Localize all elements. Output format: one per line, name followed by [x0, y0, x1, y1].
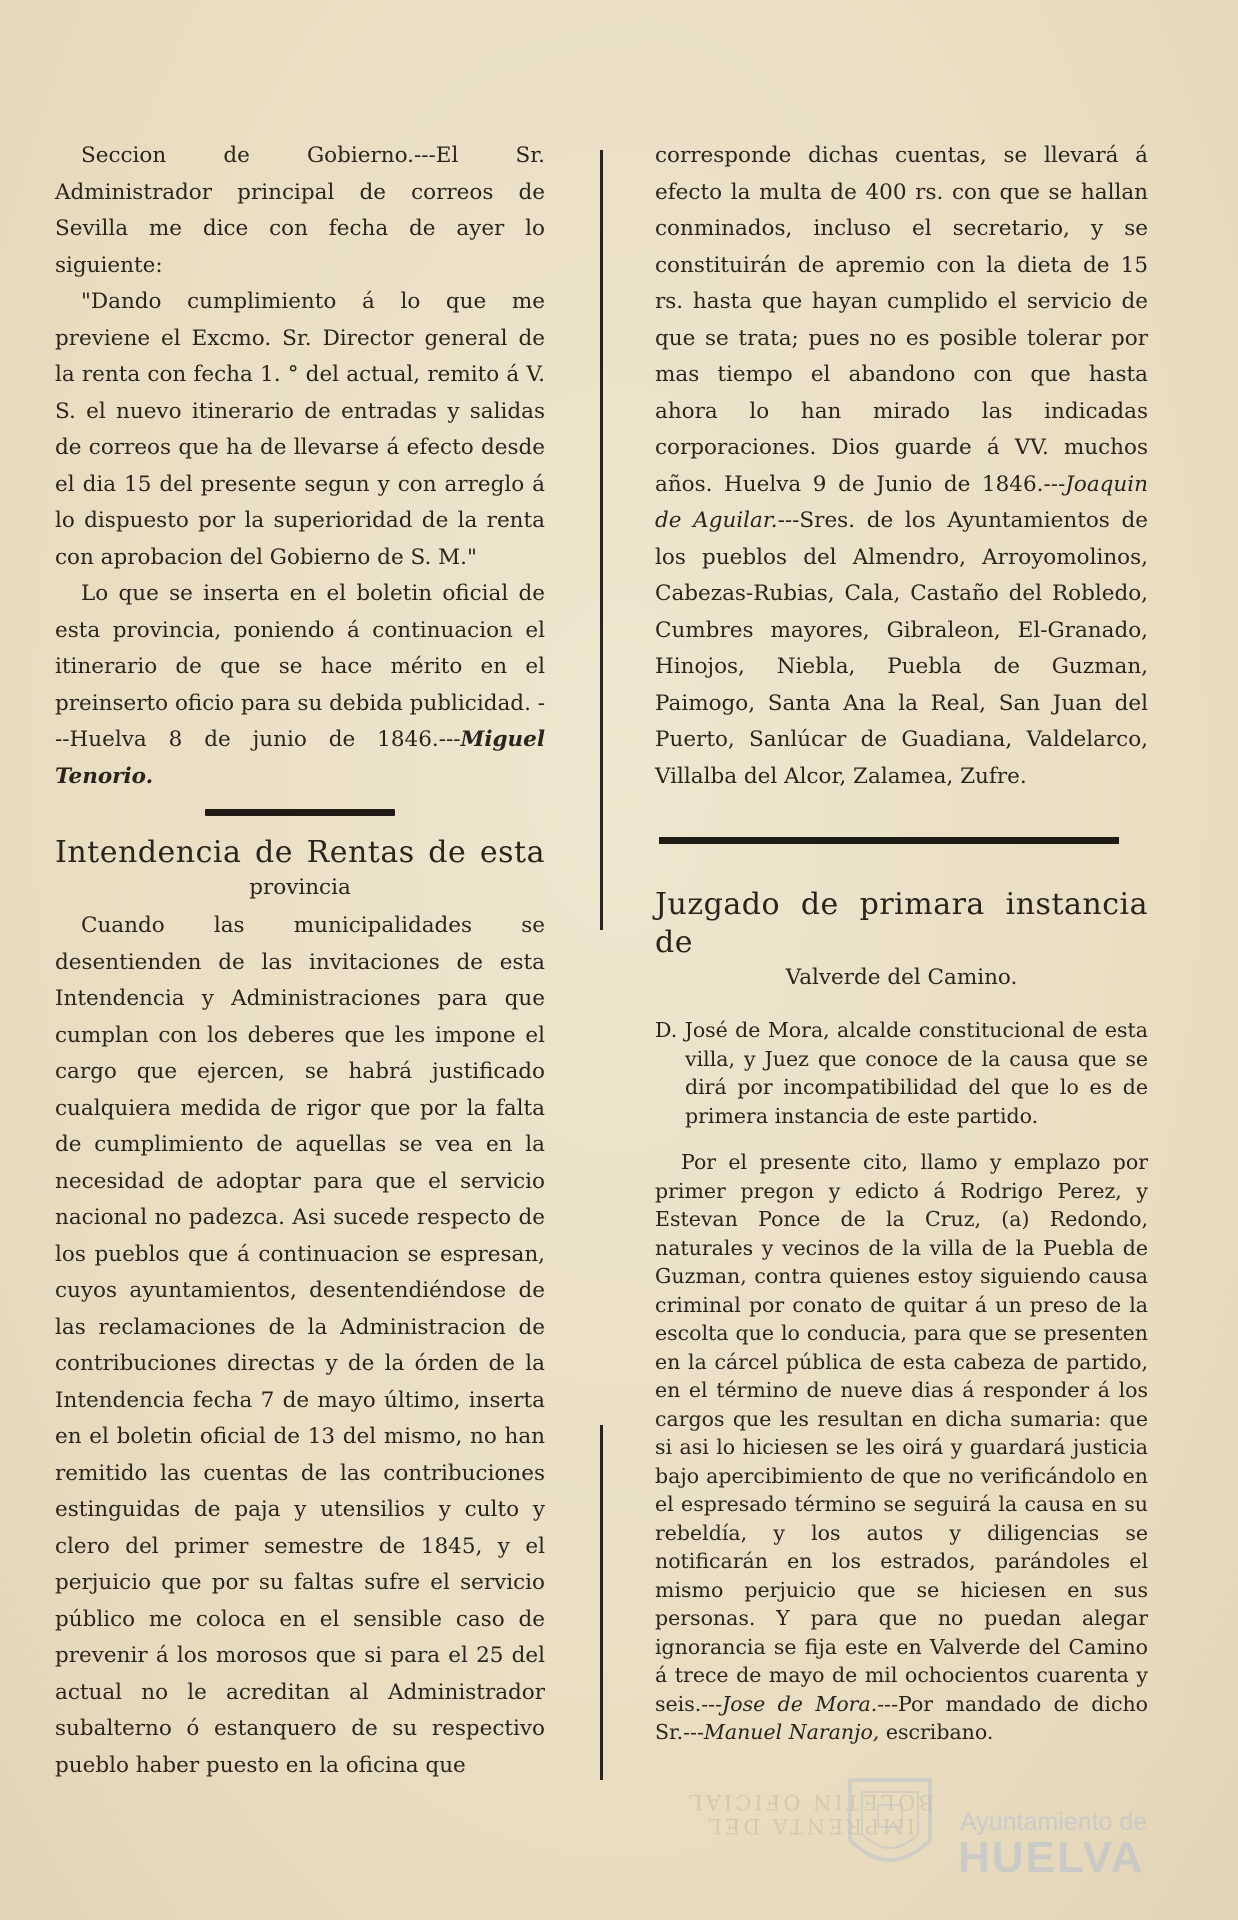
intendencia-heading: Intendencia de Rentas de esta	[55, 835, 545, 870]
juzgado-signature-1: Jose de Mora.	[722, 1691, 878, 1716]
juzgado-mandate: ---Por mandado de dicho Sr.---	[655, 1691, 1148, 1744]
gobierno-signature: Miguel Tenorio.	[55, 727, 545, 789]
gobierno-paragraph-1: Seccion de Gobierno.---El Sr. Administrador principal de correos de Sevilla me dice con fecha de ayer lo siguiente:	[55, 143, 545, 278]
left-column	[55, 138, 545, 1784]
intendencia-continuation	[655, 138, 1148, 795]
intendencia-continuation-a: corresponde dichas cuentas, se llevará á efecto la multa de 400 rs. con que se hallan conminados, incluso el secretario, y se constituirán de apremio con la dieta de 15 rs. hasta que hayan cumplido el servicio de que se trata; pues no es posible tolerar por mas tiempo el abandono con que hasta ahora lo han mirado las indicadas corporaciones. Dios guarde á VV. muchos años. Huelva 9 de Junio de 1846.---	[655, 143, 1148, 497]
juzgado-tail: escribano.	[879, 1720, 994, 1744]
juzgado-intro: D. José de Mora, alcalde constitucional de esta villa, y Juez que conoce de la causa que se dirá por incompatibilidad del que lo es de primera instancia de este partido.	[655, 1018, 1148, 1128]
right-column	[655, 138, 1148, 1747]
intendencia-body: Cuando las municipalidades se desentienden de las invitaciones de esta Intendencia y Administraciones para que cumplan con los deberes que les impone el cargo que ejercen, se habrá justificado cualquiera medida de rigor que por la falta de cumplimiento de aquellas se vea en la necesidad de adoptar para que el servicio nacional no padezca. Asi sucede respecto de los pueblos que á continuacion se espresan, cuyos ayuntamientos, desentendiéndose de las reclamaciones de la Administracion de contribuciones directas y de la órden de la Intendencia fecha 7 de mayo último, inserta en el boletin oficial de 13 del mismo, no han remitido las cuentas de las contribuciones estinguidas de paja y utensilios y culto y clero del primer semestre de 1845, y el perjuicio que por su faltas sufre el servicio público me coloca en el sensible caso de prevenir á los morosos que si para el 25 del actual no le acreditan al Administrador subalterno ó estanquero de su respectivo pueblo haber puesto en la oficina que	[55, 913, 545, 1778]
gobierno-paragraph-3	[55, 576, 545, 795]
logo-text-ayuntamiento: Ayuntamiento de	[960, 1808, 1148, 1836]
section-divider-long	[659, 837, 1119, 844]
gobierno-paragraph-2: "Dando cumplimiento á lo que me previene el Excmo. Sr. Director general de la renta con fecha 1. ° del actual, remito á V. S. el nuevo itinerario de entradas y salidas de correos que ha de llevarse á efecto desde el dia 15 del presente segun y con arreglo á lo dispuesto por la superioridad de la renta con aprobacion del Gobierno de S. M."	[55, 289, 545, 570]
column-separator-bottom	[600, 1425, 603, 1780]
intendencia-continuation-b: ---Sres. de los Ayuntamientos de los pueblos del Almendro, Arroyomolinos, Cabezas-Rubias, Cala, Castaño del Robledo, Cumbres mayores, Gibraleon, El-Granado, Hinojos, Niebla, Puebla de Guzman, Paimogo, Santa Ana la Real, San Juan del Puerto, Sanlúcar de Guadiana, Valdelarco, Villalba del Alcor, Zalamea, Zufre.	[655, 508, 1149, 789]
juzgado-heading: Juzgado de primara instancia de	[655, 887, 1148, 960]
column-separator-top	[600, 150, 603, 930]
bleed-through-text: IMPRENTA DEL BOLETIN OFICIAL	[685, 1790, 935, 1838]
section-divider	[205, 809, 395, 816]
intendencia-signature: Joaquin de Aguilar.	[655, 471, 1148, 533]
juzgado-subheading: Valverde del Camino.	[785, 965, 1018, 990]
gobierno-paragraph-3-text: Lo que se inserta en el boletin oficial de esta provincia, poniendo á continuacion el itinerario de que se hace mérito en el preinserto oficio para su debida publicidad. ---Huelva 8 de junio de 1846.---	[55, 581, 546, 752]
intendencia-subheading: provincia	[249, 875, 351, 900]
juzgado-body	[655, 1148, 1148, 1747]
juzgado-edict	[655, 1016, 1148, 1747]
juzgado-signature-2: Manuel Naranjo,	[703, 1720, 880, 1744]
logo-text-huelva: HUELVA	[958, 1833, 1145, 1882]
juzgado-body-text: Por el presente cito, llamo y emplazo por primer pregon y edicto á Rodrigo Perez, y Estevan Ponce de la Cruz, (a) Redondo, naturales y vecinos de la villa de la Puebla de Guzman, contra quienes estoy siguiendo causa criminal por conato de quitar á un preso de la escolta que lo conducia, para que se presenten en la cárcel pública de esta cabeza de partido, en el término de nueve dias á responder á los cargos que les resultan en dicha sumaria: que si asi lo hiciesen se les oirá y guardará justicia bajo apercibimiento de que no verificándolo en el espresado término se seguirá la causa en su rebeldía, y los autos y diligencias se notificarán en los estrados, parándoles el mismo perjuicio que se hiciesen en sus personas. Y para que no puedan alegar ignorancia se fija este en Valverde del Camino á trece de mayo de mil ochocientos cuarenta y seis.---	[655, 1150, 1148, 1716]
